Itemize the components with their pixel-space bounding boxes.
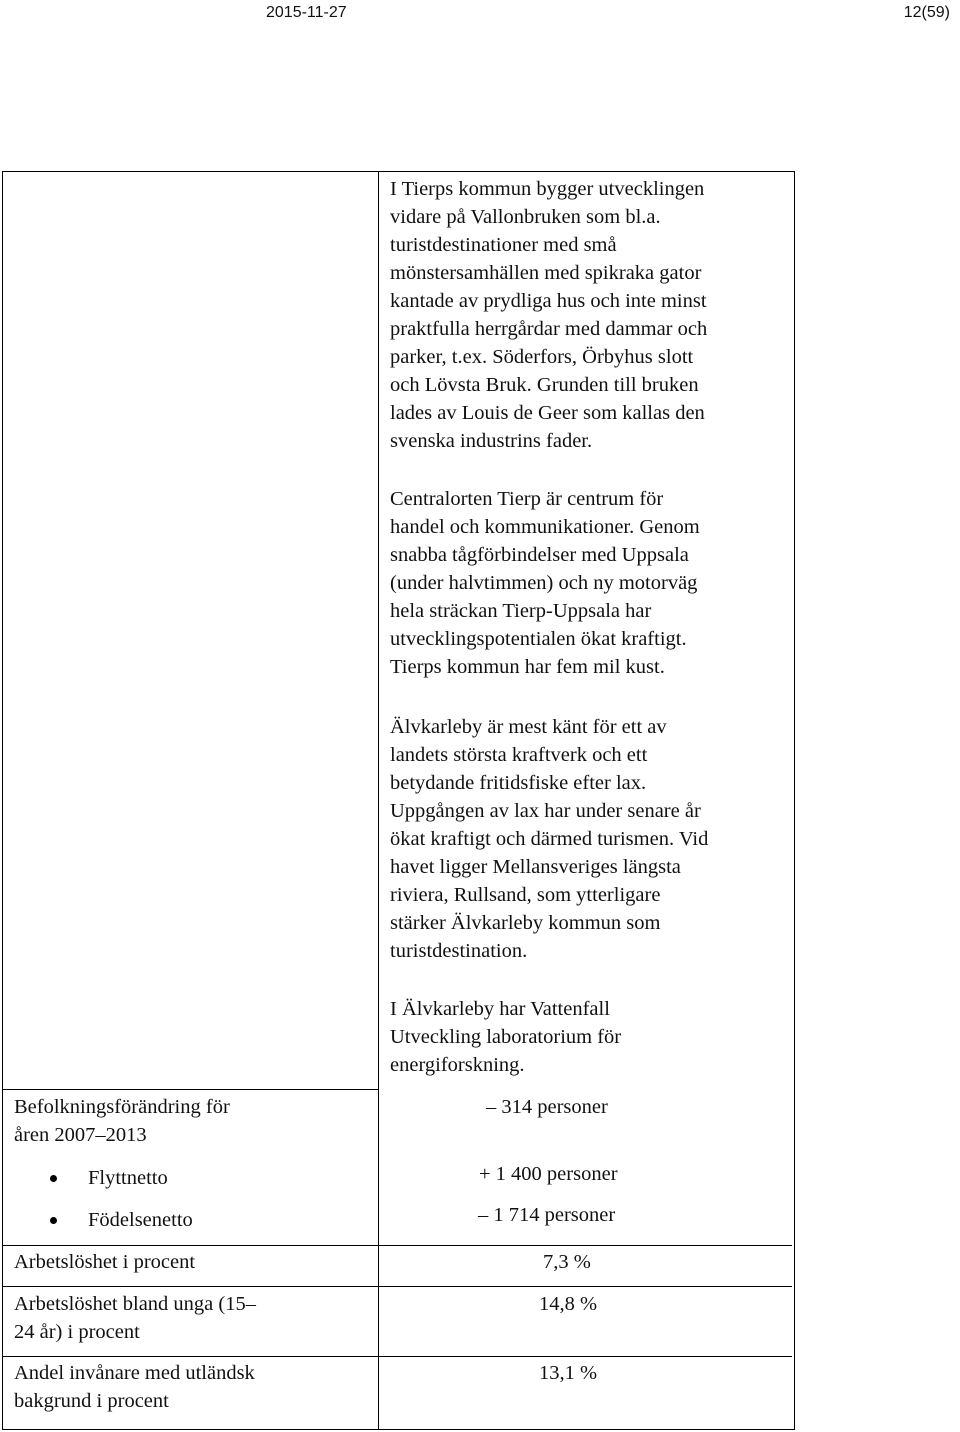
population-label: Befolkningsförändring för åren 2007–2013 xyxy=(14,1096,230,1146)
stat-label-youth-unemployment: Arbetslöshet bland unga (15– 24 år) i procent xyxy=(14,1293,256,1343)
population-item-value: + 1 400 personer xyxy=(479,1163,618,1185)
bullet-icon xyxy=(50,1217,57,1224)
row-divider-top xyxy=(3,1089,379,1090)
population-item-label: Flyttnetto xyxy=(88,1167,168,1189)
population-item-value: – 1 714 personer xyxy=(478,1204,616,1226)
population-item-label: Födelsenetto xyxy=(88,1209,193,1231)
stat-label-foreign-background: Andel invånare med utländsk bakgrund i procent xyxy=(14,1362,255,1412)
row-divider-population xyxy=(3,1245,792,1246)
bullet-icon xyxy=(50,1175,57,1182)
header-page-number: 12(59) xyxy=(903,4,950,21)
header-date: 2015-11-27 xyxy=(266,4,347,21)
row-divider-youth xyxy=(3,1356,792,1357)
stat-value-youth-unemployment: 14,8 % xyxy=(539,1293,598,1315)
stat-value-unemployment: 7,3 % xyxy=(543,1251,591,1273)
column-divider xyxy=(378,172,379,1245)
stat-label-unemployment: Arbetslöshet i procent xyxy=(14,1251,196,1273)
column-divider-lower xyxy=(378,1245,379,1429)
paragraph-alvkarleby: Älvkarleby är mest känt för ett av landets största kraftverk och ett betydande fritidsfiske efter lax. Uppgången av lax har under senare år ökat kraftigt och därmed turismen. Vid havet ligger Mellansveriges längsta riviera, Rullsand, som ytterligare stärker Älvkarleby kommun som turistdestination. xyxy=(390,716,709,962)
population-total-value: – 314 personer xyxy=(486,1096,608,1118)
stat-value-foreign-background: 13,1 % xyxy=(539,1362,598,1384)
paragraph-vattenfall: I Älvkarleby har Vattenfall Utveckling laboratorium för energiforskning. xyxy=(390,998,622,1076)
paragraph-vallonbruken: I Tierps kommun bygger utvecklingen vidare på Vallonbruken som bl.a. turistdestinationer med små mönstersamhällen med spikraka gator kantade av prydliga hus och inte minst praktfulla herrgårdar med dammar och parker, t.ex. Söderfors, Örbyhus slott och Lövsta Bruk. Grunden till bruken lades av Louis de Geer som kallas den svenska industrins fader. xyxy=(390,178,708,452)
row-divider-unemployment xyxy=(3,1286,792,1287)
paragraph-centralorten: Centralorten Tierp är centrum för handel och kommunikationer. Genom snabba tågförbindelser med Uppsala (under halvtimmen) och ny motorväg hela sträckan Tierp-Uppsala har utvecklingspotentialen ökat kraftigt. Tierps kommun har fem mil kust. xyxy=(390,488,700,678)
